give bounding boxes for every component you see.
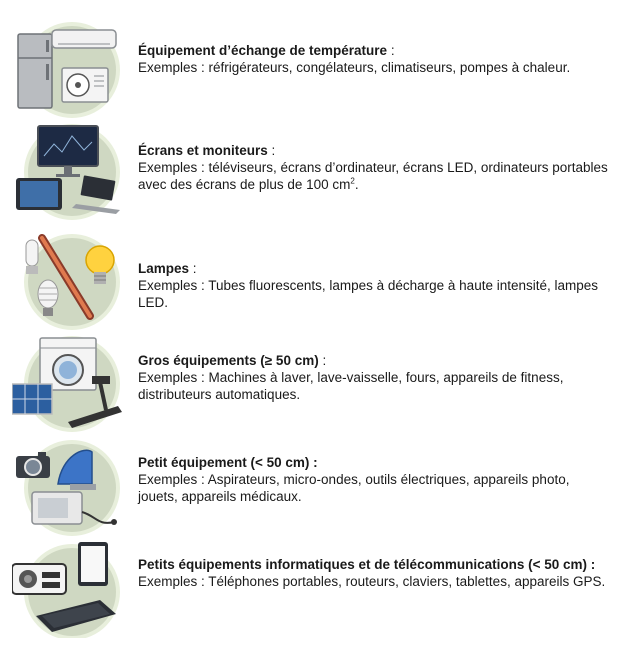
title-suffix: : (318, 353, 327, 368)
large-equipment-icon (12, 332, 132, 432)
category-description: Exemples : téléviseurs, écrans d’ordinateur, écrans LED, ordinateurs portables avec des écrans de plus de 100 $cm^2$. (138, 160, 608, 192)
fridge-aircon-icon (12, 18, 132, 118)
category-title: Lampes (138, 261, 190, 276)
category-description: Exemples : Téléphones portables, routeurs, claviers, tablettes, appareils GPS. (138, 574, 606, 589)
category-title: Équipement d’échange de température (138, 43, 388, 58)
it-telecom-icon (12, 538, 132, 638)
title-suffix: : (189, 261, 197, 276)
category-description: Exemples : Tubes fluorescents, lampes à décharge à haute intensité, lampes LED. (138, 278, 599, 310)
category-title: Petits équipements informatiques et de télécommunications (< 50 cm) : (138, 557, 596, 572)
title-suffix: : (387, 43, 395, 58)
category-description: Exemples : réfrigérateurs, congélateurs, climatiseurs, pompes à chaleur. (138, 60, 571, 75)
category-title: Écrans et moniteurs (138, 143, 268, 158)
category-title: Gros équipements (≥ 50 cm) (138, 353, 319, 368)
lamps-icon (12, 230, 132, 330)
small-equipment-icon (12, 436, 132, 536)
category-description: Exemples : Machines à laver, lave-vaisselle, fours, appareils de fitness, distributeurs automatiques. (138, 370, 564, 402)
category-description: Exemples : Aspirateurs, micro-ondes, outils électriques, appareils photo, jouets, appareils médicaux. (138, 472, 570, 504)
title-suffix: : (267, 143, 276, 158)
category-title: Petit équipement (< 50 cm) : (138, 455, 318, 470)
screens-monitors-icon (12, 120, 132, 220)
